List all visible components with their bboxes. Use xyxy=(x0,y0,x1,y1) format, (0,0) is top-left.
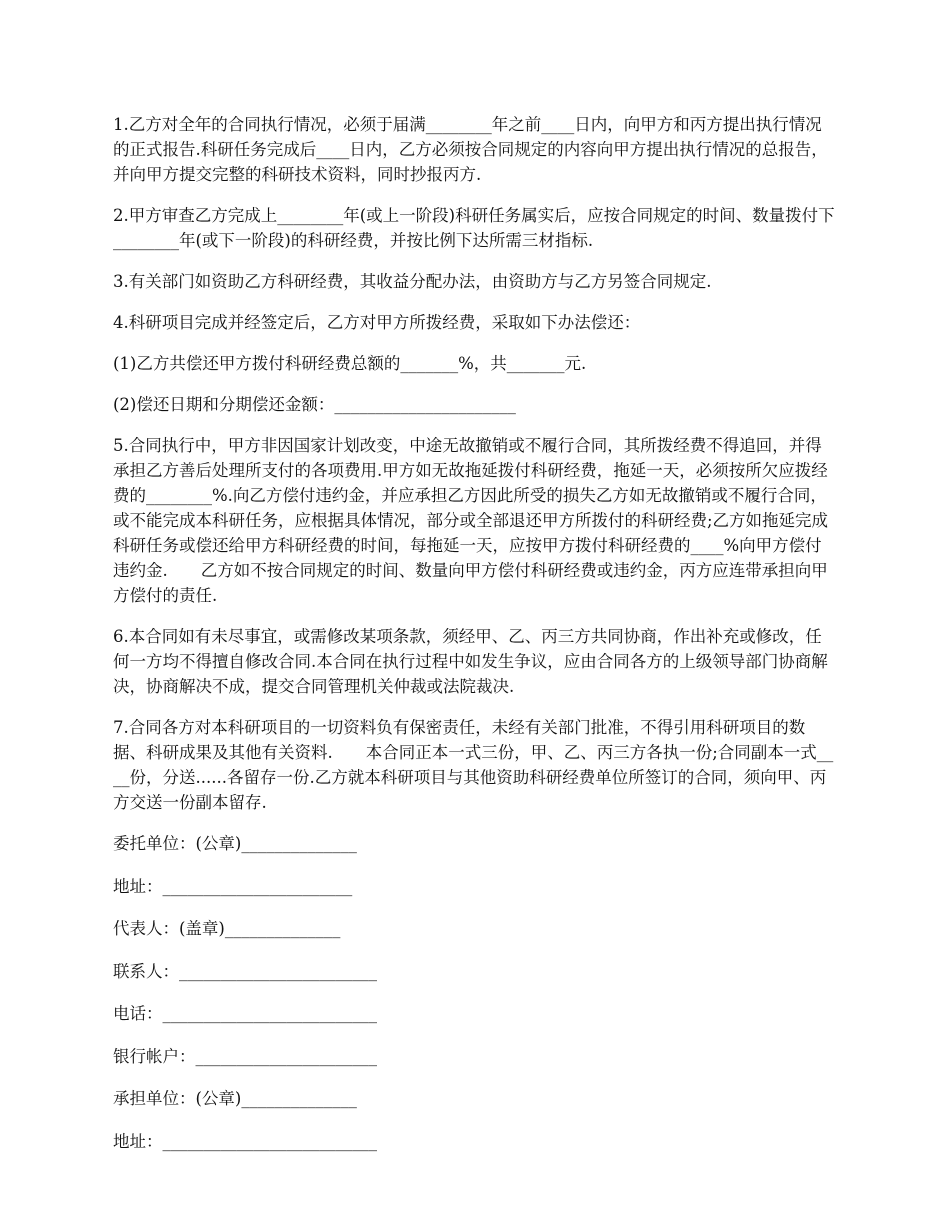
field-representative: 代表人：(盖章)______________ xyxy=(113,919,341,938)
field-address-2: 地址：__________________________ xyxy=(113,1131,377,1151)
field-commissioning-unit: 委托单位：(公章)______________ xyxy=(113,834,357,853)
clause-6: 6.本合同如有未尽事宜，或需修改某项条款，须经甲、乙、丙三方共同协商，作出补充或修改，任何一方均不得擅自修改合同.本合同在执行过程中如发生争议，应由合同各方的上级领导部门协商解决，协商解决不成，提交合同管理机关仲裁或法院裁决. xyxy=(113,627,828,696)
clause-4-item-1: (1)乙方共偿还甲方拨付科研经费总额的_______%，共_______元. xyxy=(113,354,587,373)
clause-4-item-2: (2)偿还日期和分期偿还金额：______________________ xyxy=(113,395,516,414)
clause-1: 1.乙方对全年的合同执行情况，必须于届满________年之前____日内，向甲方和丙方提出执行情况的正式报告.科研任务完成后____日内，乙方必须按合同规定的内容向甲方提出执行情况的总报告，并向甲方提交完整的科研技术资料，同时抄报丙方. xyxy=(113,115,828,184)
field-bank-account: 银行帐户：______________________ xyxy=(113,1046,377,1066)
clause-7: 7.合同各方对本科研项目的一切资料负有保密责任，未经有关部门批准，不得引用科研项目的数据、科研成果及其他有关资料. 本合同正本一式三份，甲、乙、丙三方各执一份;合同副本一式____份，分送......各留存一份.乙方就本科研项目与其他资助科研经费单位所签订的合同，须向甲、丙方交送一份副本留存. xyxy=(113,718,834,812)
clause-4: 4.科研项目完成并经签定后，乙方对甲方所拨经费，采取如下办法偿还： xyxy=(113,313,641,332)
clause-3: 3.有关部门如资助乙方科研经费，其收益分配办法，由资助方与乙方另签合同规定. xyxy=(113,272,712,291)
field-contact-person: 联系人：________________________ xyxy=(113,961,377,981)
clause-5: 5.合同执行中，甲方非因国家计划改变，中途无故撤销或不履行合同，其所拨经费不得追回，并得承担乙方善后处理所支付的各项费用.甲方如无故拖延拨付科研经费，拖延一天，必须按所欠应拨经费的________%.向乙方偿付违约金，并应承担乙方因此所受的损失乙方如无故撤销或不履行合同，或不能完成本科研任务，应根据具体情况，部分或全部退还甲方所拨付的科研经费;乙方如拖延完成科研任务或偿还给甲方科研经费的时间，每拖延一天，应按甲方拨付科研经费的____%向甲方偿付违约金. 乙方如不按合同规定的时间、数量向甲方偿付科研经费或违约金，丙方应连带承担向甲方偿付的责任. xyxy=(113,436,829,605)
clause-2: 2.甲方审查乙方完成上________年(或上一阶段)科研任务属实后，应按合同规定的时间、数量拨付下________年(或下一阶段)的科研经费，并按比例下达所需三材指标. xyxy=(113,206,835,250)
field-phone: 电话：__________________________ xyxy=(113,1004,377,1023)
contract-page xyxy=(113,112,838,1171)
field-address-1: 地址：_______________________ xyxy=(113,876,353,896)
field-undertaking-unit: 承担单位：(公章)______________ xyxy=(113,1089,357,1108)
